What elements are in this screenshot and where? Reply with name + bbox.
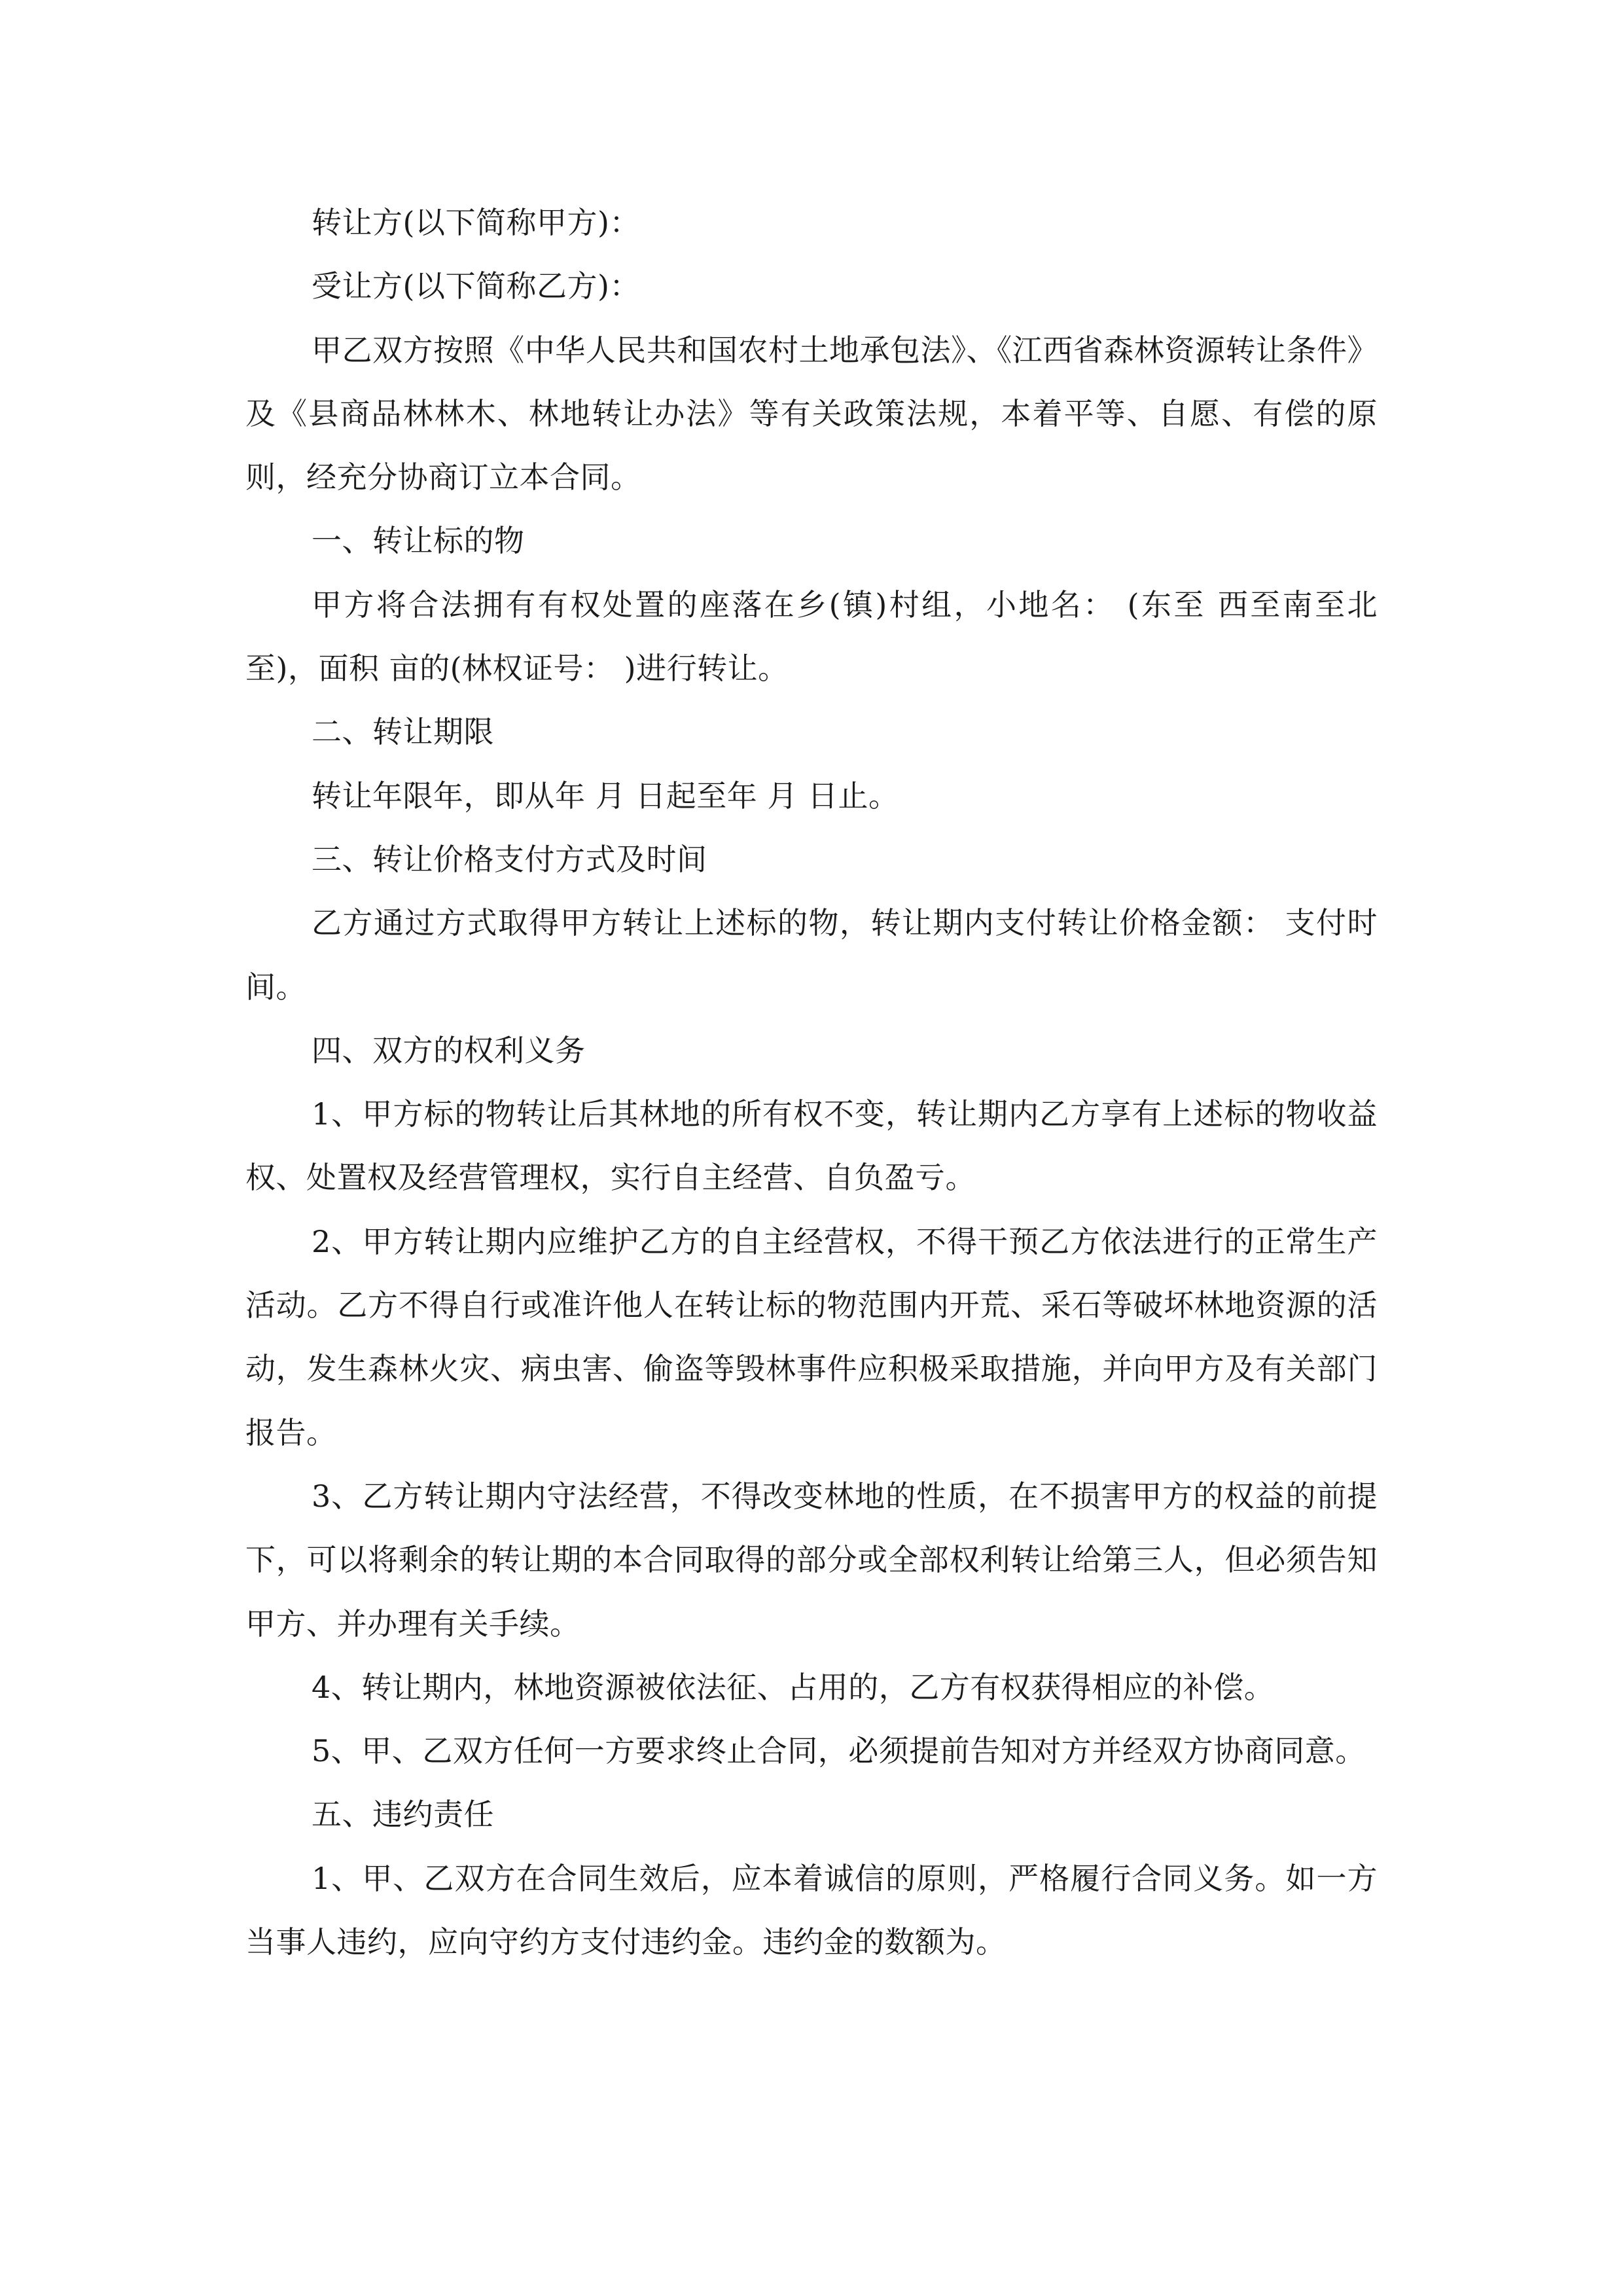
transferee-line: 受让方(以下简称乙方)：	[312, 268, 640, 304]
rights-clause-5: 5、甲、乙双方任何一方要求终止合同，必须提前告知对方并经双方协商同意。	[312, 1733, 1366, 1769]
transferor-line: 转让方(以下简称甲方)：	[312, 205, 640, 240]
rights-clause-2: 2、甲方转让期内应维护乙方的自主经营权，不得干预乙方依法进行的正常生产活动。乙方不得自行或准许他人在转让标的物范围内开荒、采石等破坏林地资源的活动，发生森林火灾、病虫害、偷盗等毁林事件应积极采取措施，并向甲方及有关部门报告。	[245, 1223, 1378, 1450]
liability-clause-1: 1、甲、乙双方在合同生效后，应本着诚信的原则，严格履行合同义务。如一方当事人违约，应向守约方支付违约金。违约金的数额为。	[245, 1860, 1378, 1960]
term-paragraph: 转让年限年，即从年 月 日起至年 月 日止。	[312, 778, 899, 814]
contract-page	[245, 191, 1378, 1974]
section-heading-price: 三、转让价格支付方式及时间	[312, 841, 707, 877]
price-paragraph: 乙方通过方式取得甲方转让上述标的物，转让期内支付转让价格金额： 支付时间。	[245, 905, 1378, 1005]
section-heading-term: 二、转让期限	[312, 714, 494, 750]
rights-clause-3: 3、乙方转让期内守法经营，不得改变林地的性质，在不损害甲方的权益的前提下，可以将剩余的转让期的本合同取得的部分或全部权利转让给第三人，但必须告知甲方、并办理有关手续。	[245, 1478, 1378, 1641]
rights-clause-4: 4、转让期内，林地资源被依法征、占用的，乙方有权获得相应的补偿。	[312, 1669, 1275, 1705]
section-heading-liability: 五、违约责任	[312, 1797, 494, 1833]
preamble-paragraph: 甲乙双方按照《中华人民共和国农村土地承包法》、《江西省森林资源转让条件》及《县商品林林木、林地转让办法》等有关政策法规，本着平等、自愿、有偿的原则，经充分协商订立本合同。	[245, 332, 1378, 495]
subject-paragraph: 甲方将合法拥有有权处置的座落在乡(镇)村组，小地名： (东至 西至南至北至)，面积 亩的(林权证号： )进行转让。	[245, 586, 1378, 687]
section-heading-rights: 四、双方的权利义务	[312, 1032, 586, 1068]
rights-clause-1: 1、甲方标的物转让后其林地的所有权不变，转让期内乙方享有上述标的物收益权、处置权及经营管理权，实行自主经营、自负盈亏。	[245, 1096, 1378, 1196]
section-heading-subject: 一、转让标的物	[312, 523, 525, 559]
